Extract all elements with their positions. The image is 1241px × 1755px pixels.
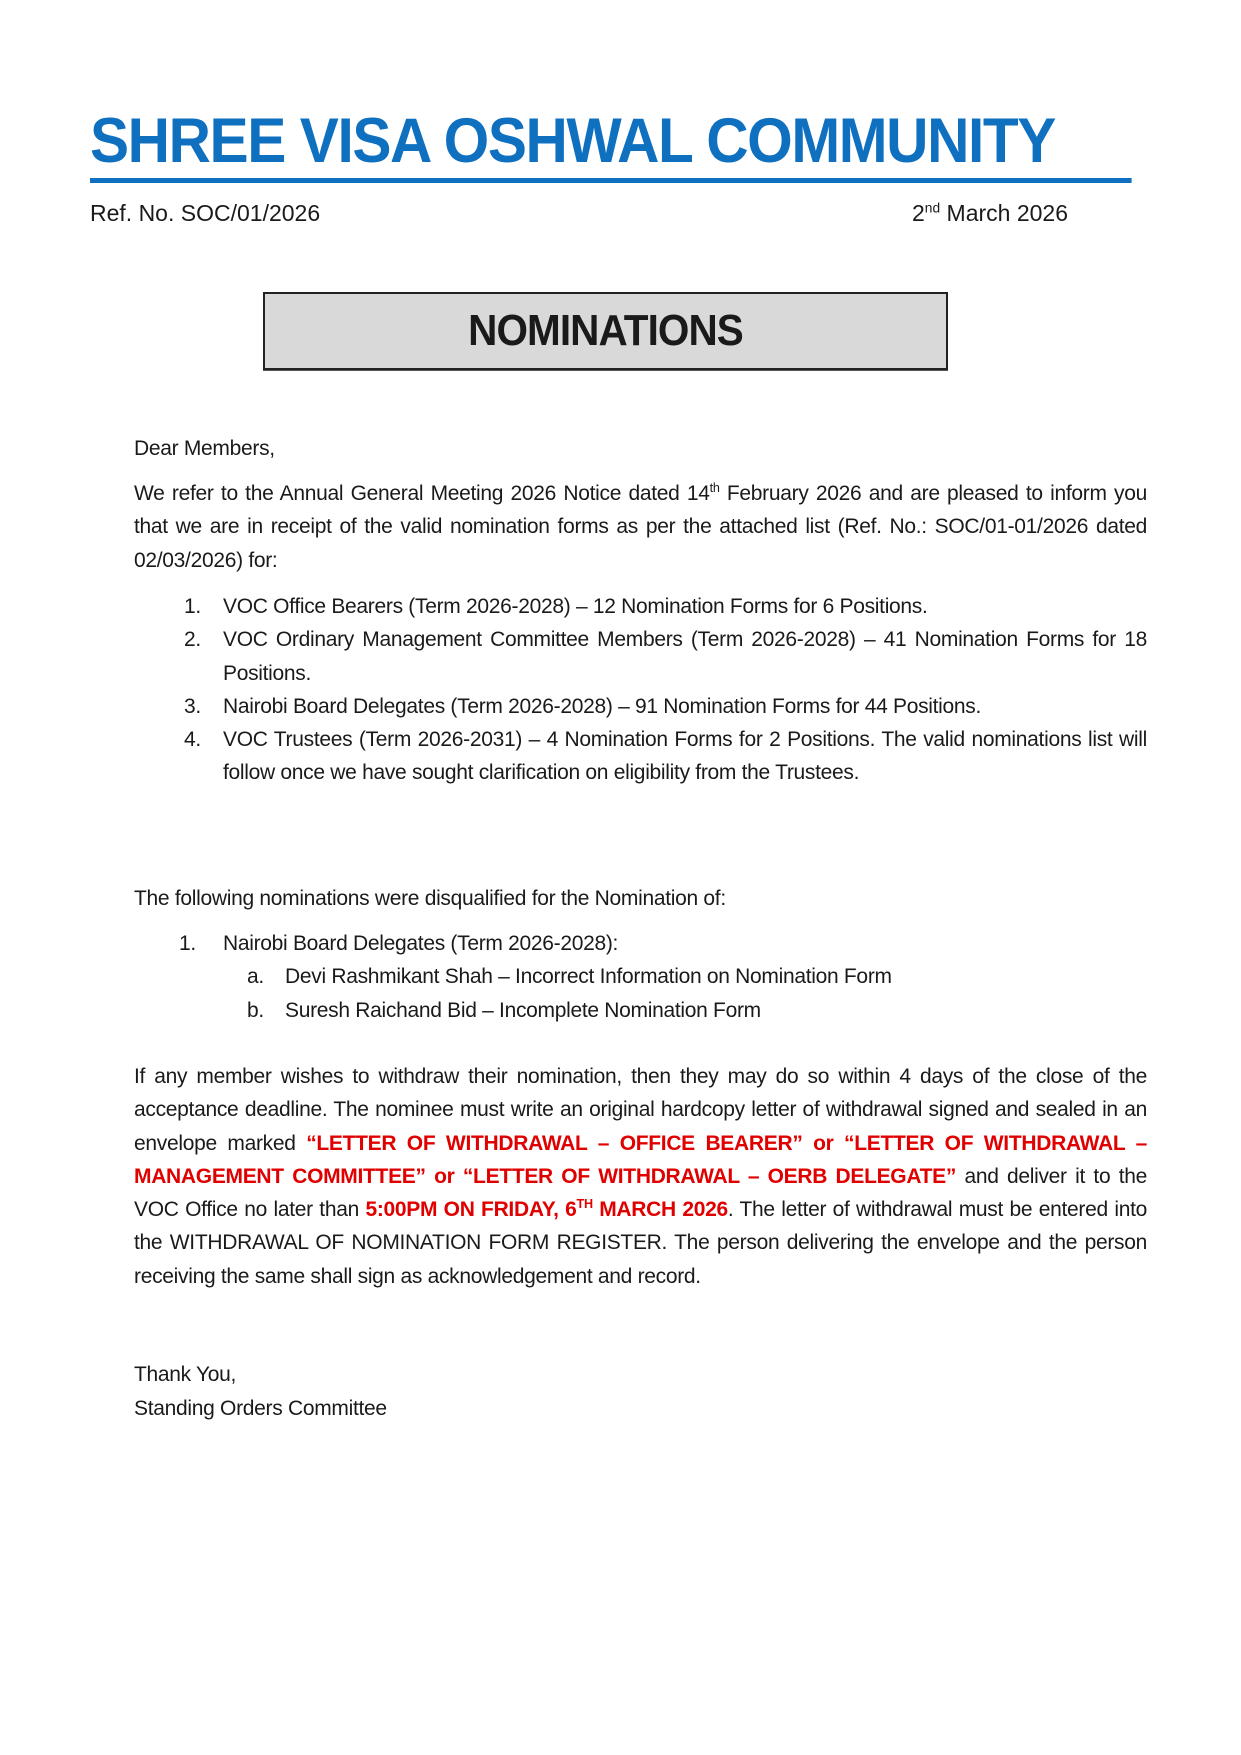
disqualified-intro: The following nominations were disqualified for the Nomination of: [134,887,726,910]
withdrawal-paragraph [134,1060,1147,1293]
deadline: 5:00PM ON FRIDAY, 6 [365,1198,577,1222]
list-text: Nairobi Board Delegates (Term 2026-2028): [223,932,619,955]
heading-box [263,292,948,370]
list-text: VOC Ordinary Management Committee Members (Term 2026-2028) – 41 Nomination Forms for 18 Positions. [223,628,1147,685]
list-text: VOC Trustees (Term 2026-2031) – 4 Nomination Forms for 2 Positions. The valid nominations list will follow once we have sought clarification on eligibility from the Trustees. [223,728,1147,785]
list-item [134,723,1147,790]
withdrawal-text: . The letter of withdrawal must be entered into the WITHDRAWAL OF NOMINATION FORM REGISTER. The person delivering the envelope and the person receiving the same shall sign as acknowledgement and record. [134,1198,1148,1288]
page-heading: NOMINATIONS [468,306,743,355]
intro-paragraph [134,477,1147,577]
date-day: 2 [912,200,925,226]
list-subitem [134,994,1147,1027]
list-item [134,927,1147,960]
list-text: Nairobi Board Delegates (Term 2026-2028) – 91 Nomination Forms for 44 Positions. [223,694,982,718]
organization-title: SHREE VISA OSHWAL COMMUNITY [90,108,1132,183]
list-number: 1. [179,932,196,955]
list-text: Devi Rashmikant Shah – Incorrect Information on Nomination Form [285,965,892,989]
list-item [134,623,1147,690]
closing-thanks: Thank You, [134,1363,237,1386]
list-number: 1. [184,595,201,618]
list-number: 4. [184,728,201,752]
withdrawal-text: and deliver it to the VOC Office no later than [134,1164,1148,1222]
reference-number: Ref. No. SOC/01/2026 [90,200,321,226]
disqualified-list [134,927,1147,1027]
list-letter: a. [247,965,264,989]
list-text: Suresh Raichand Bid – Incomplete Nomination Form [285,998,761,1022]
valid-nominations-list [134,590,1147,790]
deadline-sup: TH [576,1197,593,1212]
list-subitem [134,960,1147,993]
list-number: 3. [184,694,201,718]
letter-date [912,200,1068,227]
intro-text: We refer to the Annual General Meeting 2026 Notice dated 14 [134,482,710,505]
list-item [134,690,1147,723]
list-item [134,590,1147,623]
intro-text-2: February 2026 and are pleased to inform you that we are in receipt of the valid nomination forms as per the attached list (Ref. No.: SOC/01-01/2026 dated 02/03/2026) for: [134,482,1147,572]
signatory: Standing Orders Committee [134,1397,387,1420]
list-letter: b. [247,998,264,1022]
deadline-month: MARCH 2026 [592,1198,728,1222]
date-suffix: nd [924,200,941,216]
envelope-labels: “LETTER OF WITHDRAWAL – OFFICE BEARER” or “LETTER OF WITHDRAWAL – MANAGEMENT COMMITTEE” or “LETTER OF WITHDRAWAL – OERB DELEGATE” [134,1131,1147,1188]
intro-sup: th [709,481,720,495]
list-text: VOC Office Bearers (Term 2026-2028) – 12 Nomination Forms for 6 Positions. [223,595,928,618]
date-rest: March 2026 [940,200,1069,226]
greeting: Dear Members, [134,437,275,460]
withdrawal-text: If any member wishes to withdraw their nomination, then they may do so within 4 days of the close of the acceptance deadline. The nominee must write an original hardcopy letter of withdrawal signed and sealed in an envelope marked [134,1065,1147,1155]
list-number: 2. [184,628,201,652]
